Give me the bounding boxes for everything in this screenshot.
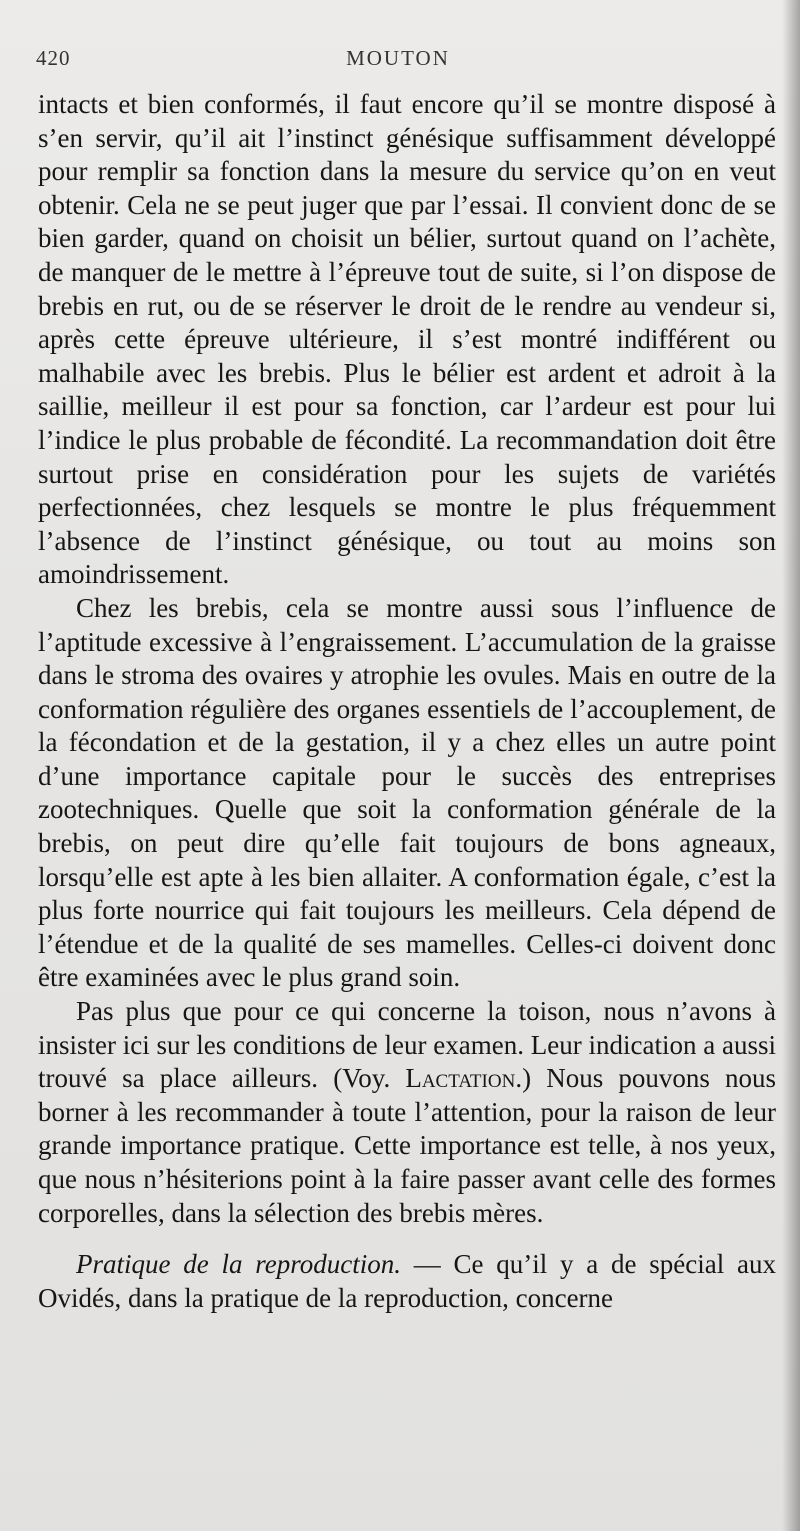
page-header bbox=[36, 46, 760, 80]
paragraph-1: intacts et bien conformés, il faut encore qu’il se montre disposé à s’en servir, qu’il ait l’instinct génésique suffisamment développé pour remplir sa fonction dans la mesure du service qu’on en veut obtenir. Cela ne se peut juger que par l’essai. Il convient donc de se bien garder, quand on choisit un bélier, surtout quand on l’achète, de manquer de le mettre à l’épreuve tout de suite, si l’on dispose de brebis en rut, ou de se réserver le droit de le rendre au vendeur si, après cette épreuve ultérieure, il s’est montré indifférent ou malhabile avec les brebis. Plus le bélier est ardent et adroit à la saillie, meilleur il est pour sa fonction, car l’ardeur est pour lui l’indice le plus probable de fécondité. La recommandation doit être surtout prise en considération pour les sujets de variétés perfectionnées, chez lesquels se montre le plus fréquemment l’absence de l’instinct génésique, ou tout au moins son amoindrissement. bbox=[38, 89, 776, 590]
section-heading: Pratique de la reproduction. bbox=[76, 1249, 401, 1280]
paragraph-3-text-start: Pas plus que pour ce qui concerne la toison, nous n’avons à insister ici sur les conditions de leur examen. Leur indication a aussi trouvé sa place ailleurs. (Voy. bbox=[38, 996, 776, 1094]
paragraph-4-text: — Ce qu’il y a de spécial aux Ovidés, dans la pratique de la reproduction, concerne bbox=[38, 1249, 776, 1313]
paragraph-4 bbox=[38, 1248, 776, 1315]
paragraph-3 bbox=[38, 995, 776, 1230]
paragraph-3-text-end: .) Nous pouvons nous borner à les recommander à toute l’attention, pour la raison de leur grande importance pratique. Cette importance est telle, à nos yeux, que nous n’hésiterions point à la faire passer avant celle des formes corporelles, dans la sélection des brebis mères. bbox=[38, 1063, 776, 1228]
body-text bbox=[38, 88, 776, 1315]
page-number: 420 bbox=[36, 46, 71, 70]
cross-reference: Lactation bbox=[405, 1063, 516, 1094]
paragraph-2: Chez les brebis, cela se montre aussi sous l’influence de l’aptitude excessive à l’engraissement. L’accumulation de la graisse dans le stroma des ovaires y atrophie les ovules. Mais en outre de la conformation régulière des organes essentiels de l’accouplement, de la fécondation et de la gestation, il y a chez elles un autre point d’une importance capitale pour le succès des entreprises zootechniques. Quelle que soit la conformation générale de la brebis, on peut dire qu’elle fait toujours de bons agneaux, lorsqu’elle est apte à les bien allaiter. A conformation égale, c’est la plus forte nourrice qui fait toujours les meilleurs. Cela dépend de l’étendue et de la qualité de ses mamelles. Celles-ci doivent donc être examinées avec le plus grand soin. bbox=[38, 592, 776, 993]
running-head: MOUTON bbox=[346, 46, 450, 70]
